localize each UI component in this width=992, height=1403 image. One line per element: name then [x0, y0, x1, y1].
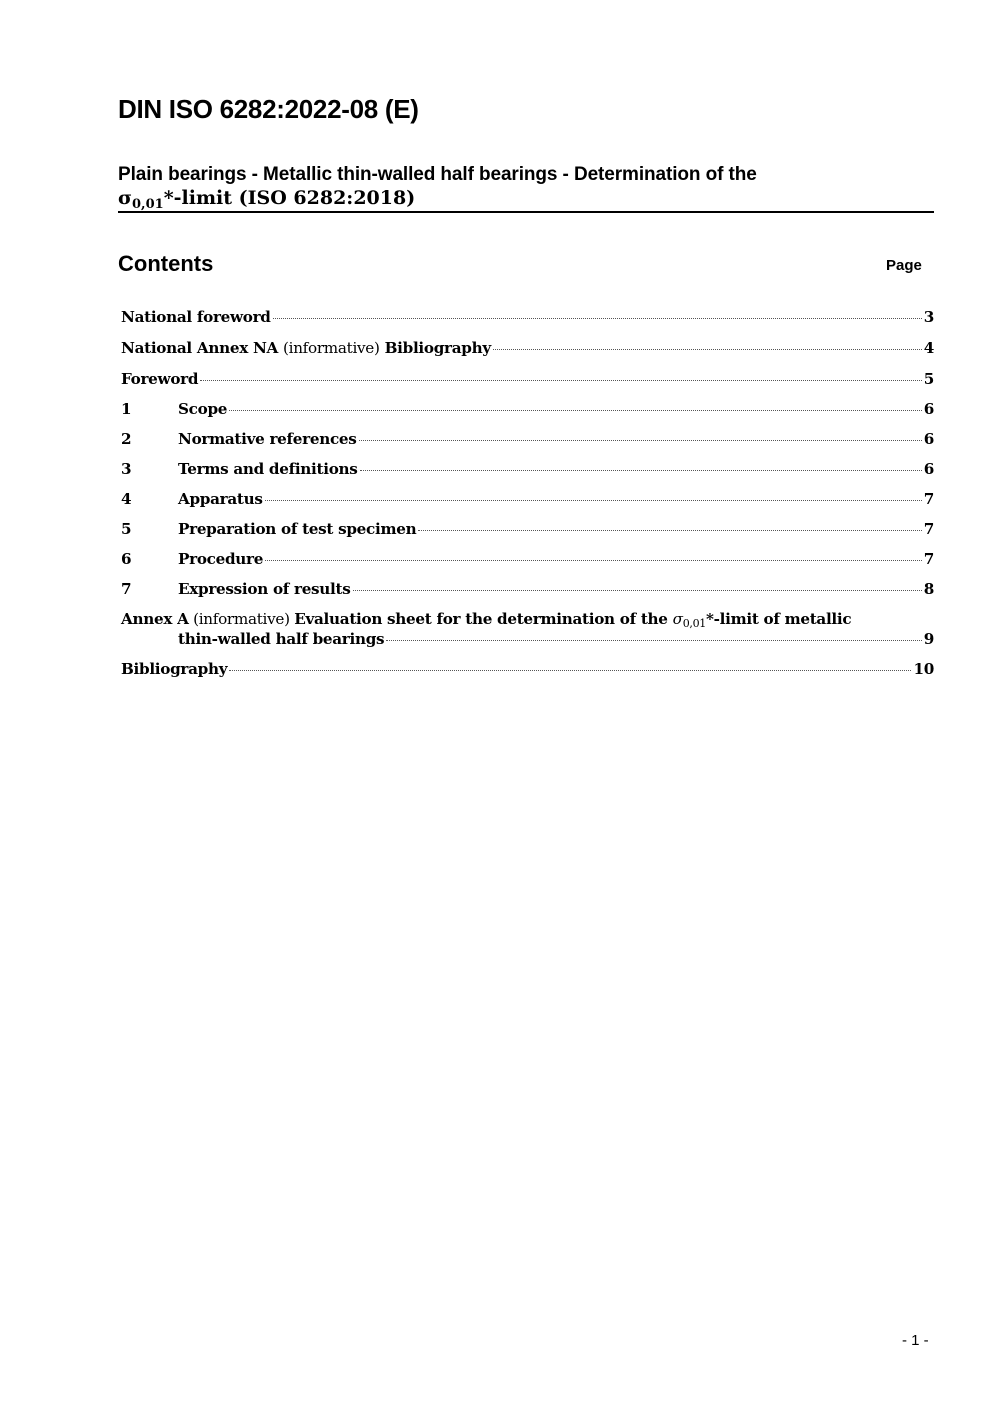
- toc-entry-national-foreword[interactable]: [121, 307, 934, 327]
- toc-entry-number: 7: [121, 580, 132, 598]
- toc-leader-dots: [265, 500, 922, 501]
- toc-entry-bibliography[interactable]: [121, 659, 934, 679]
- toc-entry-page: 8: [923, 580, 934, 598]
- toc-entry-label: National foreword: [121, 308, 271, 326]
- toc-leader-dots: [229, 410, 922, 411]
- toc-entry-page: 7: [923, 490, 934, 508]
- toc-entry-label: Normative references: [178, 430, 357, 448]
- toc-entry-label: Apparatus: [178, 490, 263, 508]
- toc-entry-national-annex[interactable]: [121, 338, 934, 358]
- toc-entry-number: 2: [121, 430, 132, 448]
- toc-annex-a-prefix: Annex A: [121, 610, 189, 628]
- toc-entry-label: Foreword: [121, 370, 199, 388]
- toc-annex-a-sigma-subscript: 0,01: [682, 617, 706, 630]
- title-sigma-subscript: 0,01: [132, 197, 164, 212]
- toc-leader-dots: [386, 640, 921, 641]
- toc-entry-number: 4: [121, 490, 132, 508]
- toc-entry-page: 7: [923, 550, 934, 568]
- table-of-contents: [121, 307, 934, 679]
- toc-annex-a-line-2: [121, 629, 934, 649]
- toc-leader-dots: [229, 670, 911, 671]
- toc-entry-expression-of-results[interactable]: [121, 579, 934, 599]
- title-line-1: Plain bearings - Metallic thin-walled half bearings - Determination of the: [118, 164, 757, 185]
- footer-page-number: - 1 -: [902, 1332, 929, 1349]
- toc-entry-label: Expression of results: [178, 580, 351, 598]
- toc-leader-dots: [265, 560, 922, 561]
- toc-entry-label: thin-walled half bearings: [178, 630, 385, 648]
- toc-leader-dots: [200, 380, 922, 381]
- toc-leader-dots: [493, 349, 922, 350]
- toc-entry-page: 6: [923, 400, 934, 418]
- toc-annex-a-text-before: Evaluation sheet for the determination of the: [294, 610, 673, 628]
- toc-entry-terms-and-definitions[interactable]: [121, 459, 934, 479]
- toc-entry-page: 9: [923, 630, 934, 648]
- toc-entry-label: Procedure: [178, 550, 264, 568]
- toc-entry-page: 4: [923, 339, 934, 357]
- toc-entry-annex-a[interactable]: [121, 609, 934, 649]
- toc-leader-dots: [273, 318, 922, 319]
- toc-entry-number: 6: [121, 550, 132, 568]
- toc-leader-dots: [353, 590, 922, 591]
- toc-entry-label: [121, 338, 491, 358]
- toc-entry-procedure[interactable]: [121, 549, 934, 569]
- toc-entry-foreword[interactable]: [121, 369, 934, 389]
- toc-entry-label: Scope: [178, 400, 228, 418]
- toc-entry-normative-references[interactable]: [121, 429, 934, 449]
- document-title: [118, 164, 934, 213]
- toc-entry-number: 5: [121, 520, 132, 538]
- document-id: DIN ISO 6282:2022-08 (E): [118, 94, 419, 124]
- title-rest: *-limit (ISO 6282:2018): [163, 187, 416, 209]
- toc-entry-apparatus[interactable]: [121, 489, 934, 509]
- toc-entry-page: 10: [913, 660, 934, 678]
- toc-entry-label: Bibliography: [121, 660, 228, 678]
- toc-annex-na-label: National Annex NA (informative) Bibliography: [121, 339, 491, 357]
- toc-leader-dots: [418, 530, 921, 531]
- toc-annex-a-text-after: *-limit of metallic: [706, 610, 852, 628]
- toc-annex-a-line-1: [121, 609, 934, 629]
- toc-entry-label: Terms and definitions: [178, 460, 358, 478]
- toc-entry-preparation-of-test-specimen[interactable]: [121, 519, 934, 539]
- toc-entry-number: 1: [121, 400, 132, 418]
- toc-entry-page: 3: [923, 308, 934, 326]
- title-sigma: σ: [118, 187, 133, 209]
- toc-entry-label: Preparation of test specimen: [178, 520, 417, 538]
- toc-annex-a-informative: (informative): [188, 610, 295, 628]
- toc-entry-page: 6: [923, 430, 934, 448]
- title-line-2: [118, 186, 934, 210]
- toc-annex-a-sigma: σ: [672, 610, 683, 628]
- toc-leader-dots: [359, 440, 922, 441]
- contents-heading: Contents: [118, 251, 214, 276]
- toc-entry-scope[interactable]: [121, 399, 934, 419]
- toc-entry-page: 6: [923, 460, 934, 478]
- toc-entry-number: 3: [121, 460, 132, 478]
- page-column-label: Page: [886, 257, 922, 274]
- toc-leader-dots: [360, 470, 922, 471]
- toc-entry-page: 7: [923, 520, 934, 538]
- toc-entry-page: 5: [923, 370, 934, 388]
